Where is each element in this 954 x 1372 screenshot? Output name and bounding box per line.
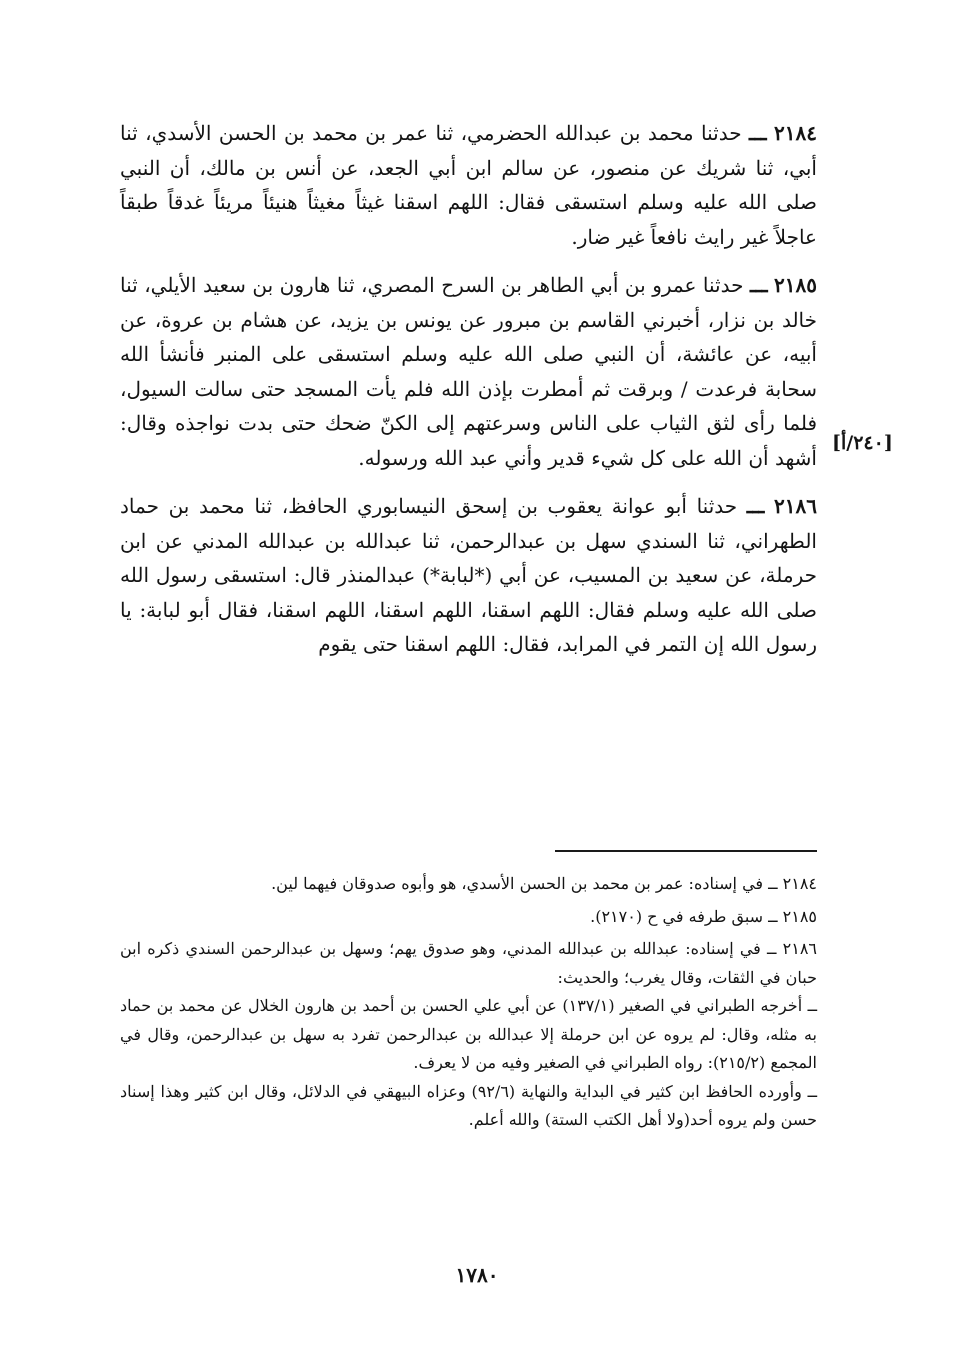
hadith-dash: ـــ	[746, 494, 765, 518]
footnote-line: ٢١٨٦ ــ في إسناده: عبدالله بن عبدالله المدني، وهو صدوق يهم؛ وسهل بن عبدالرحمن السندي ذكره ابن حبان في الثقات، وقال يغرب؛ والحديث:	[120, 939, 817, 987]
hadith-2184	[120, 116, 817, 254]
footnote-line: ٢١٨٥ ــ سبق طرفه في ح (٢١٧٠).	[590, 906, 817, 926]
hadith-dash: ـــ	[749, 121, 767, 145]
hadith-text: حدثنا عمرو بن أبي الطاهر بن السرح المصري، ثنا هارون بن سعيد الأيلي، ثنا خالد بن نزار، أخبرني القاسم بن مبرور عن يونس بن يزيد، عن هشام بن عروة، عن أبيه، عن عائشة، أن النبي صلى الله عليه وسلم استسقى على المنبر فأنشأ الله سحابة فرعدت / وبرقت ثم أمطرت بإذن الله فلم يأت المسجد حتى سالت السيول، فلما رأى لثق الثياب على الناس وسرعتهم إلى الكنّ ضحك حتى بدت نواجذه وقال: أشهد أن الله على كل شيء قدير وأني عبد الله ورسوله.	[120, 273, 817, 470]
hadith-number: ٢١٨٥	[774, 273, 818, 297]
manuscript-folio-reference: [٢٤٠/أ]	[832, 432, 893, 454]
footnote-2186	[120, 935, 817, 1135]
main-text	[120, 116, 817, 662]
hadith-text: حدثنا محمد بن عبدالله الحضرمي، ثنا عمر بن محمد بن الحسن الأسدي، ثنا أبي، ثنا شريك عن منصور، عن سالم ابن أبي الجعد، عن أنس بن مالك، أن النبي صلى الله عليه وسلم استسقى فقال: اللهم اسقنا غيثاً مغيثاً هنيئاً مريئاً غدقاً طبقاً عاجلاً غير رايث نافعاً غير ضار.	[120, 121, 817, 249]
footnote-line: ــ أخرجه الطبراني في الصغير (١٣٧/١) عن أبي علي الحسن بن أحمد بن هارون الخلال عن محمد بن حماد به مثله، وقال: لم يروه عن ابن حرملة إلا عبدالله بن عبدالرحمن تفرد به سهل بن عبدالرحمن، وقال في المجمع (٢١٥/٢): رواه الطبراني في الصغير وفيه من لا يعرف.	[120, 996, 818, 1072]
footnotes	[120, 870, 817, 1139]
hadith-number: ٢١٨٦	[774, 494, 817, 518]
footnote-2184	[120, 870, 817, 899]
page-number: ١٧٨٠	[455, 1263, 499, 1287]
footnote-divider	[555, 850, 817, 852]
hadith-dash: ـــ	[749, 273, 768, 297]
footnote-2185	[120, 903, 817, 932]
footnote-line: ــ وأورده الحافظ ابن كثير في البداية والنهاية (٩٢/٦) وعزاه البيهقي في الدلائل، وقال ابن كثير وهذا إسناد حسن ولم يروه أحد(ولا أهل الكتب الستة) والله أعلم.	[120, 1081, 818, 1129]
footnote-line: ٢١٨٤ ــ في إسناده: عمر بن محمد بن الحسن الأسدي، هو وأبوه صدوقان فيهما لين.	[271, 874, 817, 893]
hadith-2185	[120, 268, 817, 475]
hadith-number: ٢١٨٤	[774, 121, 818, 145]
hadith-2186	[120, 489, 817, 662]
hadith-text: حدثنا أبو عوانة يعقوب بن إسحق النيسابوري الحافظ، ثنا محمد بن حماد الطهراني، ثنا السندي سهل بن عبدالرحمن، ثنا عبدالله بن عبدالله المدني عن ابن حرملة، عن سعيد بن المسيب، عن أبي (*لبابة*) عبدالمنذر قال: استسقى رسول الله صلى الله عليه وسلم فقال: اللهم اسقنا، اللهم اسقنا، اللهم اسقنا، فقال أبو لبابة: يا رسول الله إن التمر في المرابد، فقال: اللهم اسقنا حتى يقوم	[120, 494, 817, 656]
